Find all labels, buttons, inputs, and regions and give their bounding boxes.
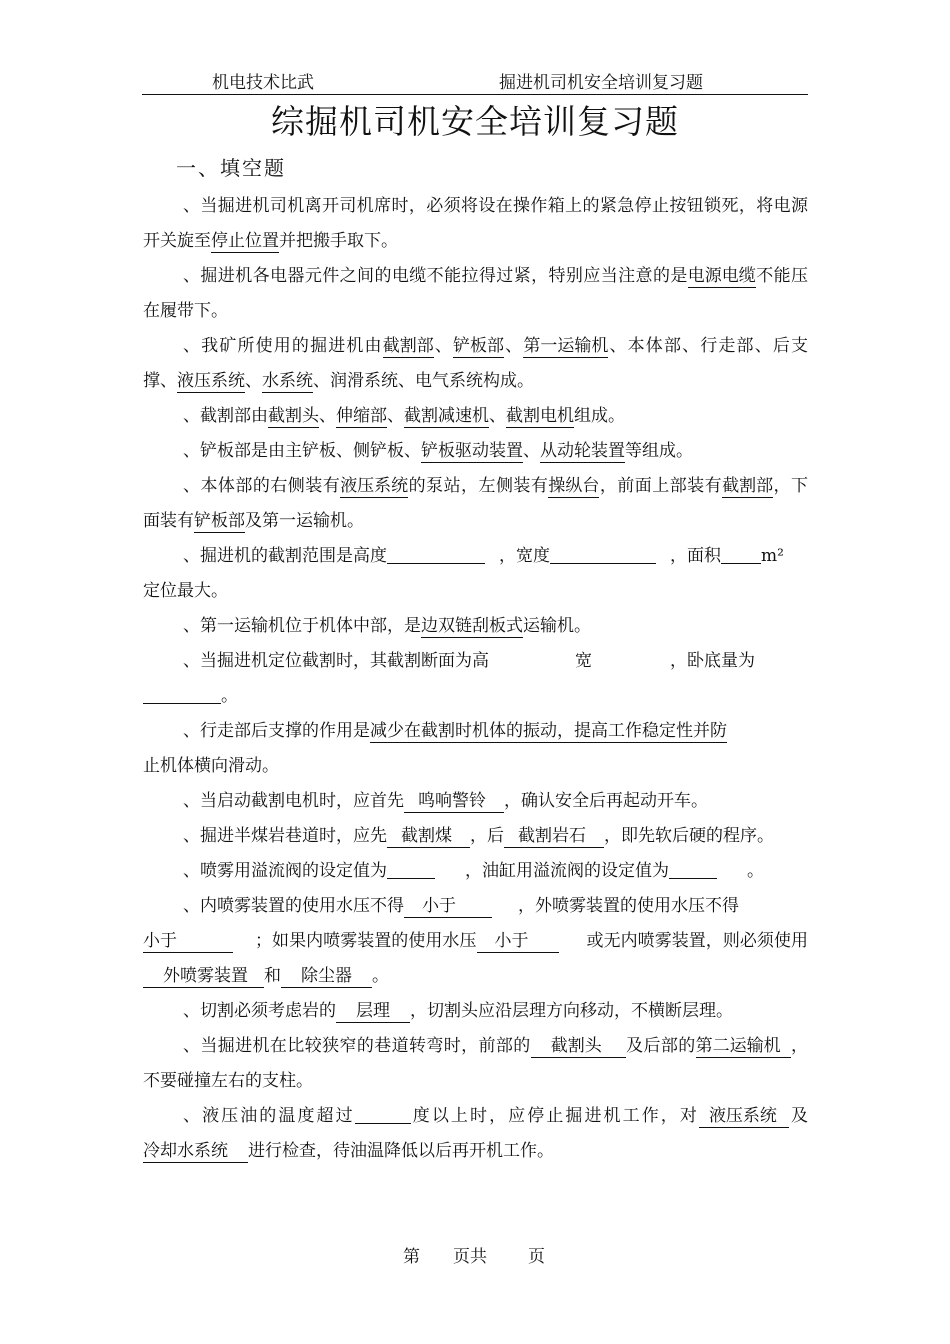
- header-left: 机电技术比武: [212, 73, 314, 93]
- question-7: 、掘进机的截割范围是高度 ，宽度 ，面积 m² 定位最大。: [143, 539, 808, 609]
- answer: 铲板部: [194, 511, 245, 531]
- answer: 第一运输机: [523, 336, 609, 356]
- footer-di: 第: [403, 1247, 420, 1267]
- answer-blank: [143, 683, 221, 704]
- answer: 铲板部: [453, 336, 505, 356]
- question-list: [143, 189, 808, 1169]
- answer: 边双链刮板式: [421, 616, 523, 636]
- question-14: 、内喷雾装置的使用水压不得 小于 ，外喷雾装置的使用水压不得 小于 ；如果内喷雾装置的使用水压 小于 或无内喷雾装置，则必须使用外喷雾装置 和 除尘器 。: [143, 896, 808, 986]
- answer: 截割煤: [387, 825, 470, 848]
- question-13: 、喷雾用溢流阀的设定值为 ，油缸用溢流阀的设定值为 。: [143, 854, 808, 889]
- answer-blank: [721, 543, 761, 564]
- answer: 截割电机: [506, 406, 574, 426]
- answer: 层理: [336, 1000, 410, 1023]
- answer: 截割部: [722, 476, 774, 496]
- answer: 小于: [477, 930, 559, 953]
- answer-blank: [387, 543, 485, 564]
- answer: 截割减速机: [404, 406, 489, 426]
- answer: 第二运输机: [696, 1035, 791, 1058]
- answer-blank: [669, 858, 717, 879]
- answer: 电源电缆: [687, 266, 756, 286]
- answer-blank: [550, 543, 656, 564]
- answer: 小于: [404, 895, 492, 918]
- answer: 从动轮装置: [540, 441, 625, 461]
- answer: 外喷雾装置: [143, 965, 264, 988]
- answer: 截割部: [382, 336, 434, 356]
- answer: 小于: [143, 930, 233, 953]
- question-2: 、掘进机各电器元件之间的电缆不能拉得过紧，特别应当注意的是电源电缆不能压在履带下。: [143, 266, 808, 321]
- answer: 鸣响警铃: [404, 790, 504, 813]
- answer-blank: [355, 1103, 411, 1124]
- answer: 截割岩石: [504, 825, 604, 848]
- question-5: 、铲板部是由主铲板、侧铲板、铲板驱动装置、从动轮装置等组成。: [183, 441, 693, 461]
- question-9: 、当掘进机定位截割时，其截割断面为高 宽 ，卧底量为 。: [143, 644, 808, 714]
- question-11: 、当启动截割电机时，应首先 鸣响警铃 ，确认安全后再起动开车。: [183, 791, 708, 811]
- header-right: 掘进机司机安全培训复习题: [499, 73, 703, 93]
- answer: 冷却水系统: [143, 1140, 248, 1163]
- answer: 铲板驱动装置: [421, 441, 523, 461]
- answer: 除尘器: [281, 965, 372, 988]
- answer-blank: [387, 858, 435, 879]
- answer: 停止位置: [211, 231, 279, 251]
- header-rule: [142, 94, 808, 95]
- answer: 截割头: [268, 406, 319, 426]
- question-15: 、切割必须考虑岩的 层理 ，切割头应沿层理方向移动，不横断层理。: [183, 1001, 733, 1021]
- question-6: 、本体部的右侧装有液压系统的泵站，左侧装有操纵台，前面上部装有截割部，下面装有铲板部及第一运输机。: [143, 476, 809, 531]
- answer: 液压系统: [699, 1105, 789, 1128]
- answer: 液压系统: [177, 371, 245, 391]
- section-heading: 一、填空题: [176, 156, 286, 180]
- question-3: 、我矿所使用的掘进机由截割部、铲板部、第一运输机、本体部、行走部、后支撑、液压系统、水系统、润滑系统、电气系统构成。: [143, 336, 809, 391]
- question-16: 、当掘进机在比较狭窄的巷道转弯时，前部的 截割头 及后部的第二运输机 ，不要碰撞左右的支柱。: [143, 1036, 809, 1091]
- document-title: 综掘机司机安全培训复习题: [271, 102, 679, 141]
- question-1: 、当掘进机司机离开司机席时，必须将设在操作箱上的紧急停止按钮锁死，将电源开关旋至停止位置并把搬手取下。: [143, 196, 808, 251]
- question-10: 、行走部后支撑的作用是减少在截割时机体的振动，提高工作稳定性并防 止机体横向滑动。: [143, 721, 727, 776]
- question-12: 、掘进半煤岩巷道时，应先 截割煤 ，后 截割岩石 ，即先软后硬的程序。: [183, 826, 774, 846]
- footer-ye-gong: 页共: [453, 1247, 487, 1267]
- question-4: 、截割部由截割头、伸缩部、截割减速机、截割电机组成。: [183, 406, 625, 426]
- answer: 伸缩部: [336, 406, 387, 426]
- page-footer: [0, 1242, 950, 1266]
- question-8: 、第一运输机位于机体中部，是边双链刮板式运输机。: [183, 616, 591, 636]
- answer: 水系统: [262, 371, 313, 391]
- page-header: [0, 68, 950, 92]
- footer-ye: 页: [528, 1247, 545, 1267]
- answer: 截割头: [531, 1035, 626, 1058]
- answer: 液压系统: [340, 476, 409, 496]
- question-17: 、液压油的温度超过 度以上时，应停止掘进机工作，对 液压系统 及冷却水系统 进行检查，待油温降低以后再开机工作。: [143, 1099, 808, 1169]
- answer: 操纵台: [548, 476, 600, 496]
- answer: 减少在截割时机体的振动，提高工作稳定性并防: [370, 721, 727, 741]
